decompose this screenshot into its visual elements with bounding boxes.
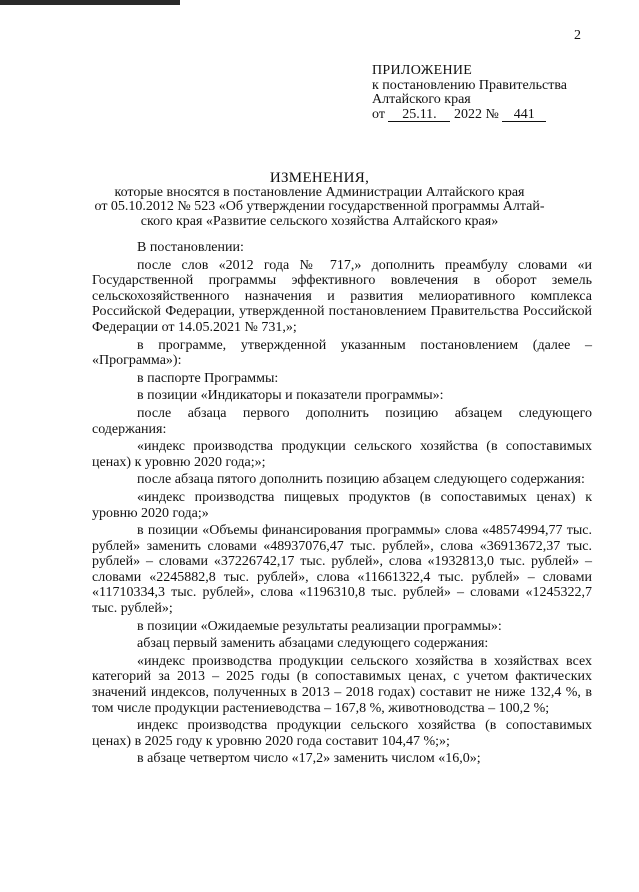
appendix-block: [372, 64, 567, 122]
appendix-date: 25.11.: [388, 108, 450, 122]
top-edge-bar: [0, 0, 180, 5]
paragraph: индекс производства продукции сельского хозяйства (в сопоставимых ценах) в 2025 году к уровню 2020 года составит 104,47 %;»;: [92, 718, 592, 749]
page-number: 2: [574, 28, 581, 43]
paragraph: абзац первый заменить абзацами следующего содержания:: [137, 636, 489, 652]
paragraph: «индекс производства продукции сельского хозяйства (в сопоставимых ценах) к уровню 2020 года;»;: [92, 439, 592, 470]
document-title-block: [0, 171, 639, 229]
paragraph: после слов «2012 года № 717,» дополнить преамбулу словами «и Государственной программы эффективного вовлечения в оборот земель сельскохозяйственного назначения и развития мелиоративного комплекса Российской Федерации, утвержденной постановлением Правительства Российской Федерации от 14.05.2021 № 731,»;: [92, 257, 592, 335]
document-heading: ИЗМЕНЕНИЯ,: [269, 170, 370, 186]
appendix-heading: ПРИЛОЖЕНИЕ: [372, 63, 473, 78]
appendix-line-resolution: к постановлению Правительства: [372, 77, 568, 93]
title-line-1: которые вносятся в постановление Администрации Алтайского края: [114, 184, 525, 200]
paragraph: в программе, утвержденной указанным постановлением (далее – «Программа»):: [92, 337, 592, 369]
document-body: [92, 240, 592, 767]
appendix-date-line: [372, 108, 567, 123]
paragraph: после абзаца первого дополнить позицию абзацем следующего содержания:: [92, 405, 592, 437]
appendix-number: 441: [502, 108, 546, 122]
paragraph: после абзаца пятого дополнить позицию абзацем следующего содержания:: [137, 472, 585, 488]
paragraph: в позиции «Индикаторы и показатели программы»:: [137, 388, 444, 404]
paragraph: «индекс производства пищевых продуктов (в сопоставимых ценах) к уровню 2020 года;»: [92, 489, 592, 521]
title-line-2: от 05.10.2012 № 523 «Об утверждении государственной программы Алтай-: [94, 199, 545, 214]
paragraph: «индекс производства продукции сельского хозяйства в хозяйствах всех категорий за 2013 – 2025 годы (в сопоставимых ценах, с учетом фактических значений индексов, полученных в 2013 – 2018 годах) составит не ниже 132,4 %, в том числе продукции растениеводства – 167,8 %, животноводства – 100,2 %;: [92, 653, 592, 716]
paragraph: в позиции «Объемы финансирования программы» слова «48574994,77 тыс. рублей» заменить словами «48937076,47 тыс. рублей», слова «36913672,37 тыс. рублей» – словами «37226742,17 тыс. рублей», слова «1932813,0 тыс. рублей» – словами «2245882,8 тыс. рублей», слова «11661322,4 тыс. рублей» – словами «11710334,3 тыс. рублей», слова «1196310,8 тыс. рублей» – словами «1245322,7 тыс. рублей»;: [92, 523, 592, 617]
appendix-year-label: 2022 №: [453, 106, 499, 122]
appendix-line-region: Алтайского края: [372, 92, 471, 107]
paragraph: в паспорте Программы:: [137, 370, 279, 386]
appendix-from-label: от: [372, 106, 385, 122]
paragraph: в абзаце четвертом число «17,2» заменить числом «16,0»;: [137, 751, 481, 767]
paragraph: В постановлении:: [137, 240, 244, 255]
title-line-3: ского края «Развитие сельского хозяйства Алтайского края»: [140, 213, 499, 229]
paragraph: в позиции «Ожидаемые результаты реализации программы»:: [137, 618, 502, 634]
